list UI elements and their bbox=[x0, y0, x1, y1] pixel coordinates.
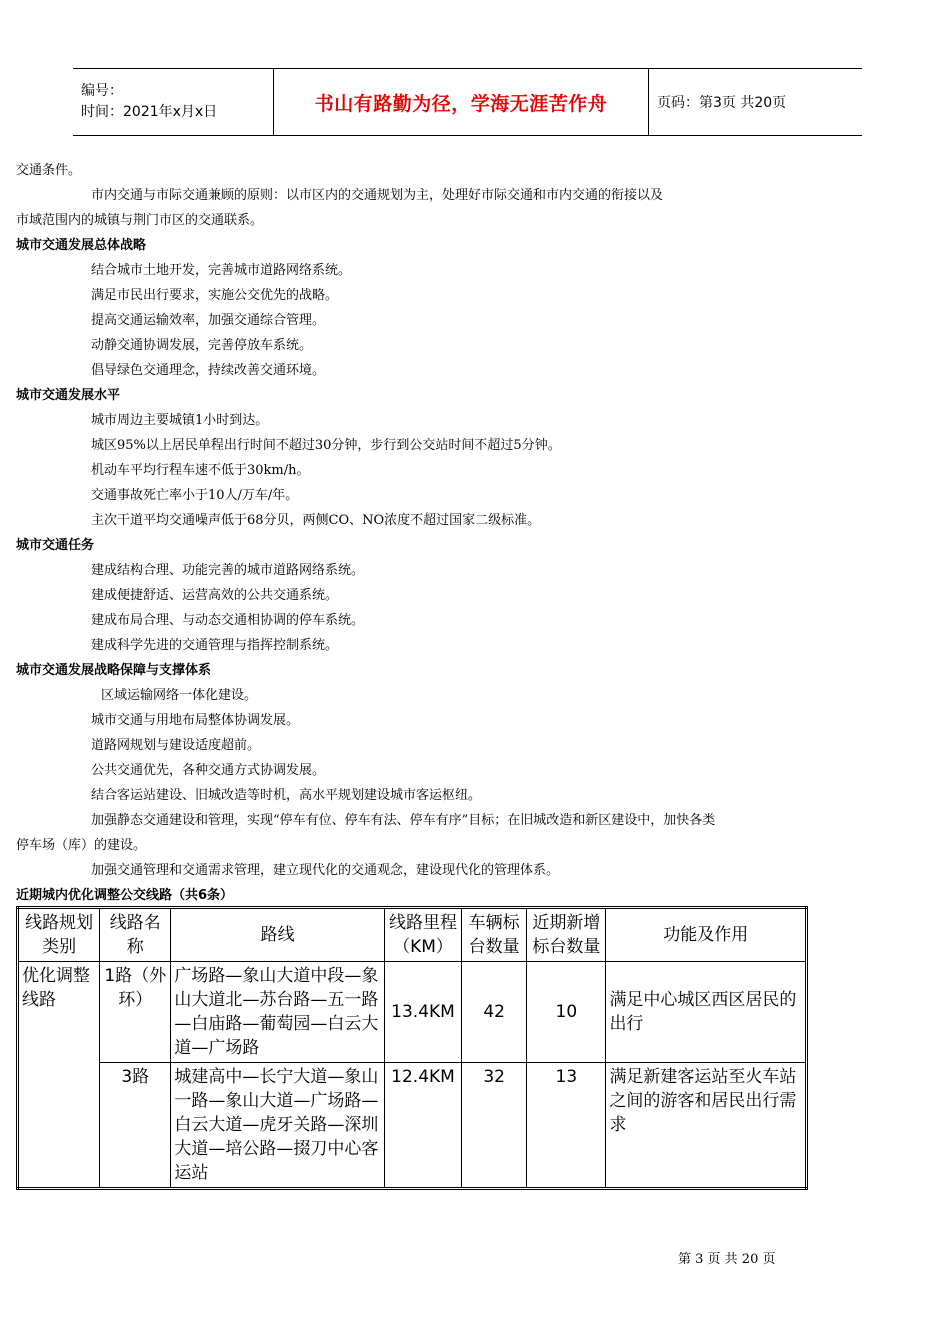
header-page-label: 页码：第3页 共20页 bbox=[649, 69, 863, 136]
route-name-cell: 1路（外环） bbox=[100, 962, 171, 1063]
list-item: 加强交通管理和交通需求管理，建立现代化的交通观念，建设现代化的管理体系。 bbox=[91, 863, 560, 878]
list-item: 提高交通运输效率，加强交通综合管理。 bbox=[91, 313, 326, 328]
route-path-cell: 城建高中—长宁大道—象山一路—象山大道—广场路—白云大道—虎牙关路—深圳大道—培公路—掇刀中心客运站 bbox=[171, 1063, 385, 1189]
list-item: 建成布局合理、与动态交通相协调的停车系统。 bbox=[91, 613, 365, 628]
header-motto: 书山有路勤为径，学海无涯苦作舟 bbox=[274, 69, 649, 136]
table-row bbox=[18, 1063, 807, 1189]
paragraph: 市内交通与市际交通兼顾的原则：以市区内的交通规划为主，处理好市际交通和市内交通的衔接以及 bbox=[91, 188, 664, 203]
route-function-cell: 满足新建客运站至火车站之间的游客和居民出行需求 bbox=[606, 1063, 807, 1189]
doc-number-label: 编号： bbox=[81, 83, 123, 99]
list-item: 公共交通优先，各种交通方式协调发展。 bbox=[91, 763, 326, 778]
list-item: 建成便捷舒适、运营高效的公共交通系统。 bbox=[91, 588, 339, 603]
route-length-cell: 13.4KM bbox=[384, 962, 461, 1063]
list-item: 动静交通协调发展，完善停放车系统。 bbox=[91, 338, 313, 353]
list-item: 倡导绿色交通理念，持续改善交通环境。 bbox=[91, 363, 326, 378]
list-item: 加强静态交通建设和管理，实现“停车有位、停车有法、停车有序”目标；在旧城改造和新区建设中，加快各类停车场（库）的建设。 bbox=[16, 813, 716, 853]
list-item: 机动车平均行程车速不低于30km/h。 bbox=[91, 463, 310, 478]
section-heading: 城市交通发展水平 bbox=[16, 388, 121, 403]
column-header: 线路名称 bbox=[100, 908, 171, 962]
list-item: 区域运输网络一体化建设。 bbox=[101, 688, 258, 703]
list-item: 建成结构合理、功能完善的城市道路网络系统。 bbox=[91, 563, 365, 578]
route-function-cell: 满足中心城区西区居民的出行 bbox=[606, 962, 807, 1063]
table-caption: 近期城内优化调整公交线路（共6条） bbox=[16, 888, 234, 903]
table-header-row bbox=[18, 908, 807, 962]
list-item: 交通事故死亡率小于10人/万车/年。 bbox=[91, 488, 299, 503]
column-header: 近期新增标台数量 bbox=[527, 908, 606, 962]
list-item: 满足市民出行要求，实施公交优先的战略。 bbox=[91, 288, 339, 303]
column-header: 线路里程（KM） bbox=[384, 908, 461, 962]
document-body bbox=[16, 158, 816, 908]
doc-time-label: 时间：2021年x月x日 bbox=[81, 104, 218, 120]
new-vehicle-count-cell: 13 bbox=[527, 1063, 606, 1189]
vehicle-count-cell: 32 bbox=[462, 1063, 527, 1189]
column-header: 功能及作用 bbox=[606, 908, 807, 962]
column-header: 车辆标台数量 bbox=[462, 908, 527, 962]
list-item: 道路网规划与建设适度超前。 bbox=[91, 738, 261, 753]
new-vehicle-count-cell: 10 bbox=[527, 962, 606, 1063]
header-meta bbox=[73, 69, 274, 136]
list-item: 建成科学先进的交通管理与指挥控制系统。 bbox=[91, 638, 339, 653]
list-item: 城区95%以上居民单程出行时间不超过30分钟，步行到公交站时间不超过5分钟。 bbox=[91, 438, 561, 453]
route-category-cell: 优化调整线路 bbox=[18, 962, 100, 1189]
page-header bbox=[73, 68, 862, 136]
list-item: 结合客运站建设、旧城改造等时机，高水平规划建设城市客运枢纽。 bbox=[91, 788, 482, 803]
column-header: 路线 bbox=[171, 908, 385, 962]
paragraph: 市域范围内的城镇与荆门市区的交通联系。 bbox=[16, 213, 264, 228]
paragraph: 交通条件。 bbox=[16, 163, 82, 178]
route-path-cell: 广场路—象山大道中段—象山大道北—苏台路—五一路—白庙路—葡萄园—白云大道—广场路 bbox=[171, 962, 385, 1063]
route-name-cell: 3路 bbox=[100, 1063, 171, 1189]
section-heading: 城市交通任务 bbox=[16, 538, 95, 553]
route-length-cell: 12.4KM bbox=[384, 1063, 461, 1189]
bus-route-table bbox=[16, 906, 808, 1190]
column-header: 线路规划类别 bbox=[18, 908, 100, 962]
table-row bbox=[18, 962, 807, 1063]
list-item: 主次干道平均交通噪声低于68分贝，两侧CO、NO浓度不超过国家二级标准。 bbox=[91, 513, 541, 528]
section-heading: 城市交通发展战略保障与支撑体系 bbox=[16, 663, 212, 678]
list-item: 结合城市土地开发，完善城市道路网络系统。 bbox=[91, 263, 352, 278]
vehicle-count-cell: 42 bbox=[462, 962, 527, 1063]
list-item: 城市周边主要城镇1小时到达。 bbox=[91, 413, 269, 428]
page-footer: 第 3 页 共 20 页 bbox=[678, 1252, 776, 1267]
list-item: 城市交通与用地布局整体协调发展。 bbox=[91, 713, 300, 728]
section-heading: 城市交通发展总体战略 bbox=[16, 238, 147, 253]
